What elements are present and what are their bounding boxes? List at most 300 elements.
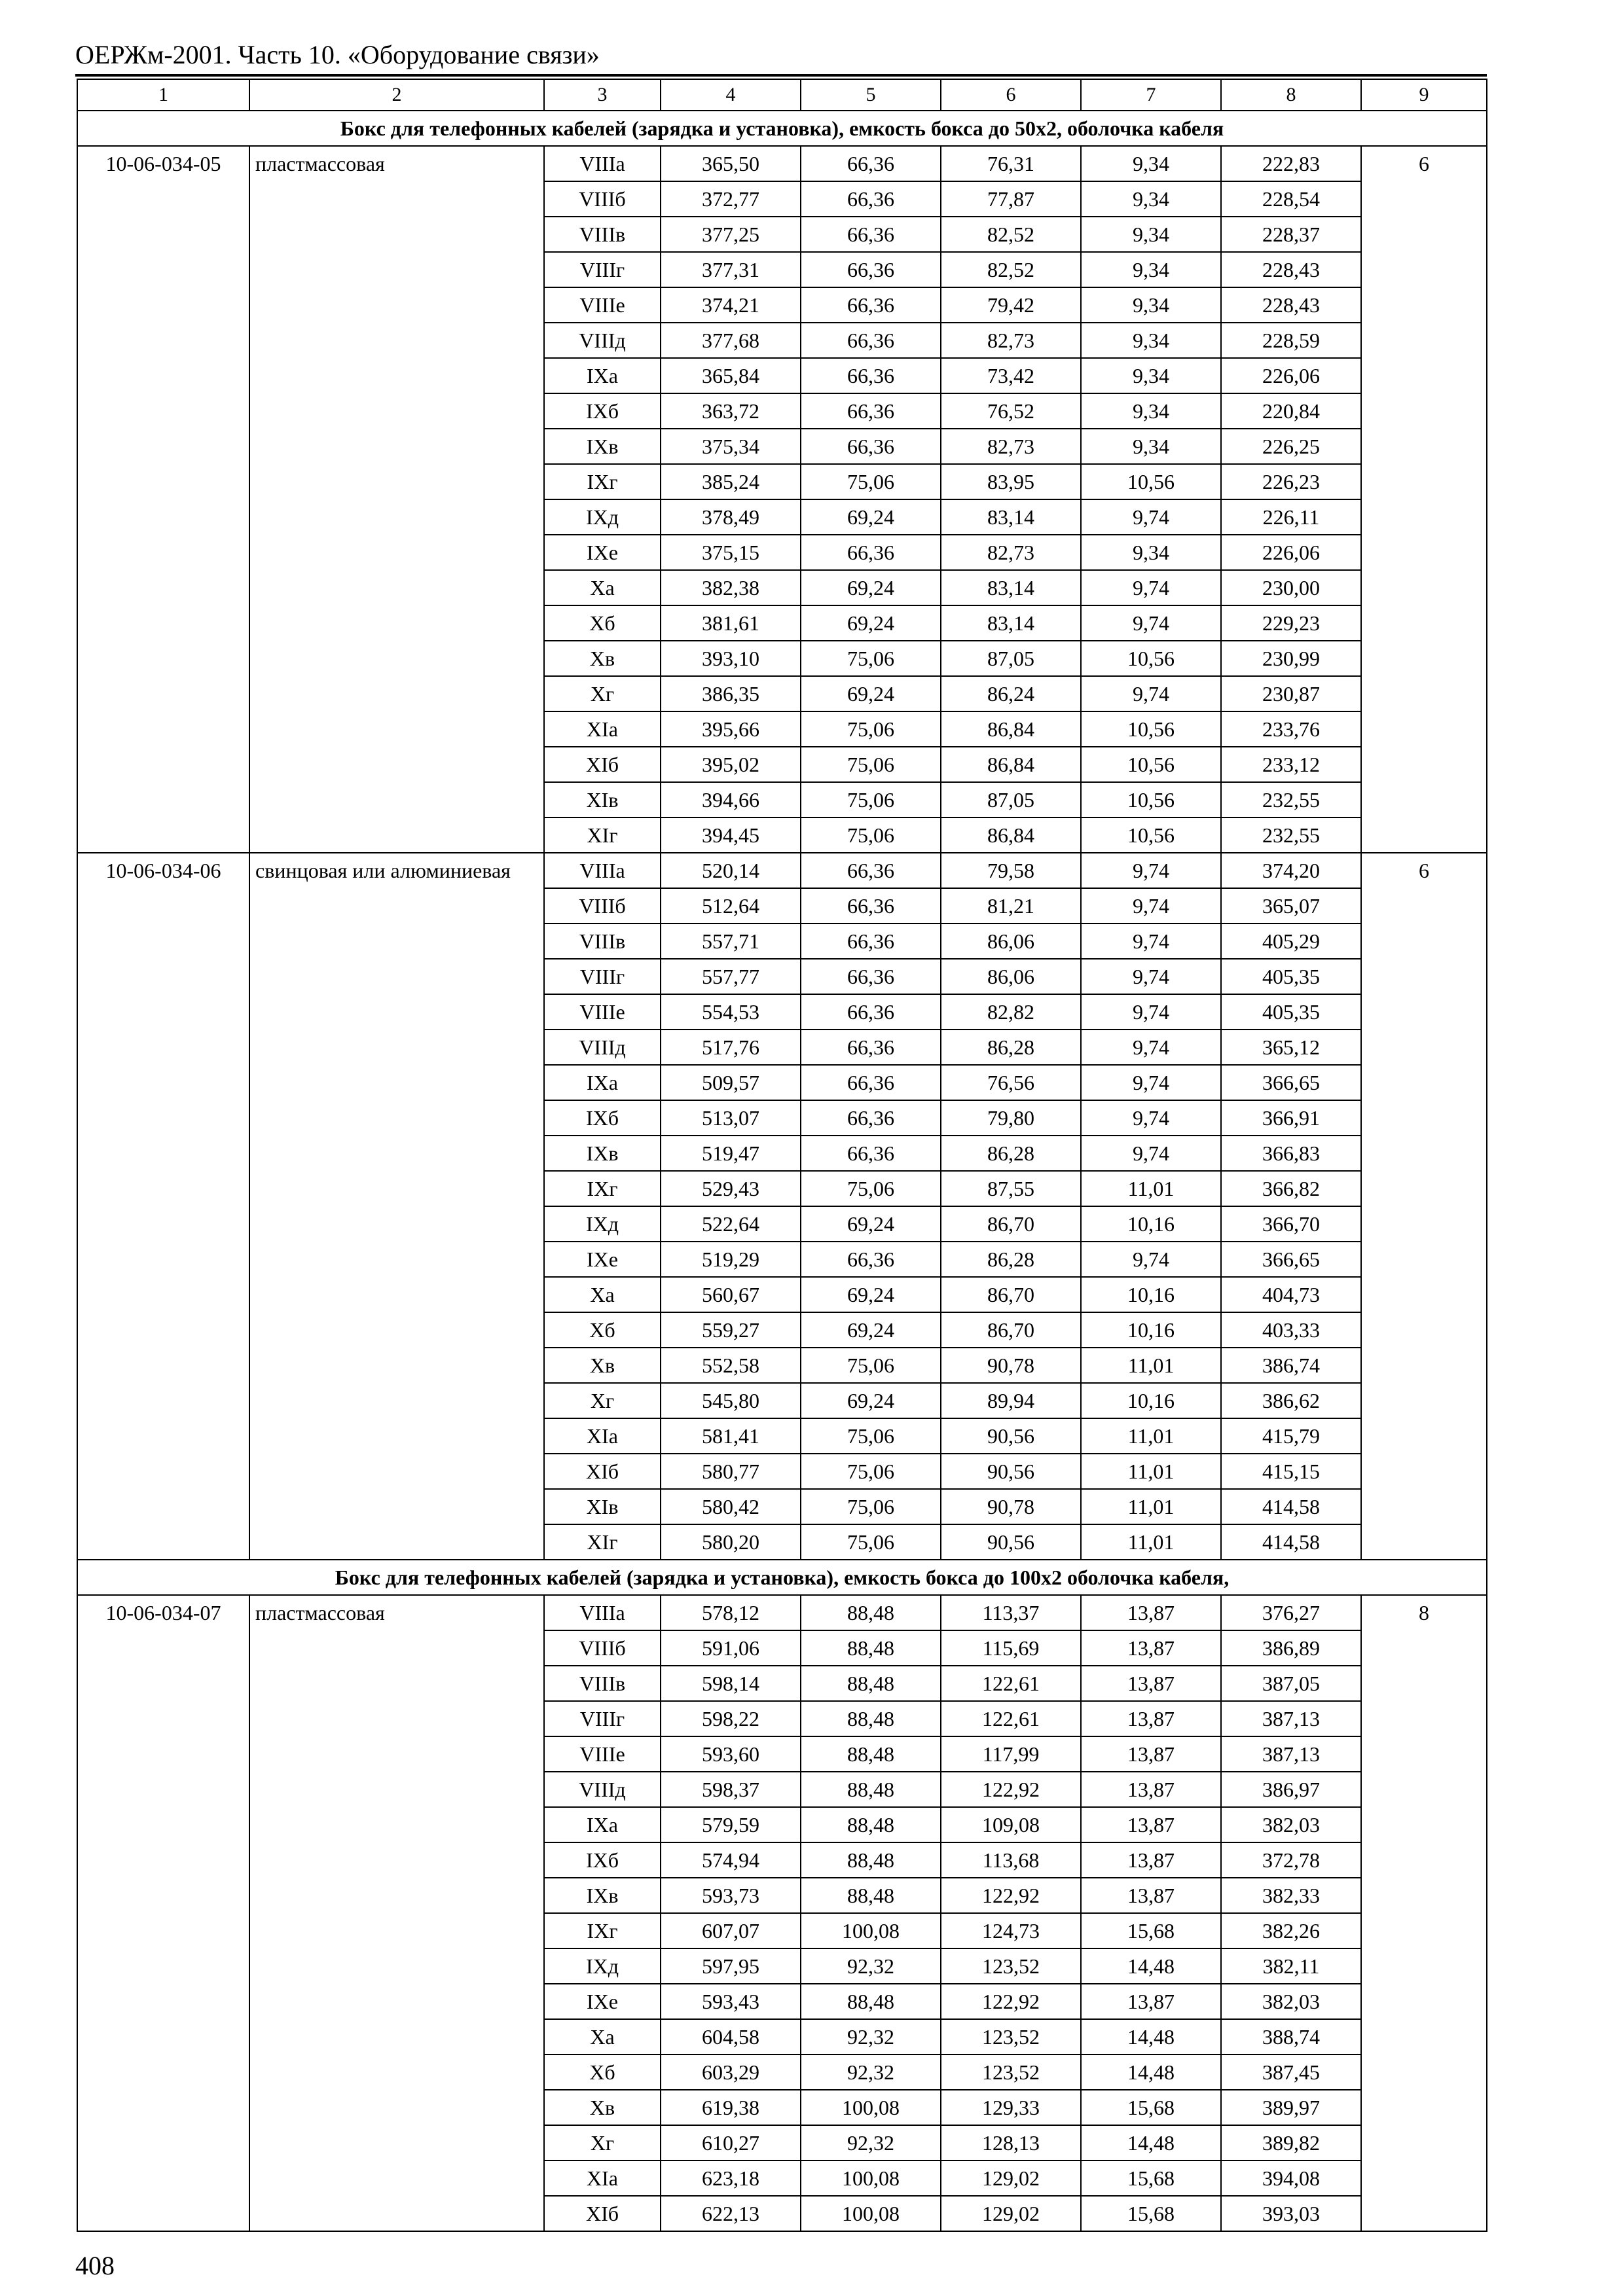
value-cell: 388,74	[1221, 2019, 1361, 2054]
value-cell: 86,28	[941, 1242, 1081, 1277]
value-cell: 9,74	[1081, 605, 1221, 641]
region-code: VIIIа	[544, 853, 661, 888]
value-cell: 366,70	[1221, 1206, 1361, 1242]
value-cell: 512,64	[661, 888, 801, 924]
value-cell: 13,87	[1081, 1630, 1221, 1666]
section-heading-row	[77, 1560, 1487, 1595]
column-number: 5	[801, 79, 941, 111]
value-cell: 375,15	[661, 535, 801, 570]
value-cell: 69,24	[801, 676, 941, 711]
value-cell: 79,42	[941, 287, 1081, 323]
value-cell: 9,34	[1081, 287, 1221, 323]
value-cell: 124,73	[941, 1913, 1081, 1948]
value-cell: 82,82	[941, 994, 1081, 1030]
value-cell: 378,49	[661, 499, 801, 535]
value-cell: 377,25	[661, 217, 801, 252]
value-cell: 122,92	[941, 1772, 1081, 1807]
value-cell: 230,87	[1221, 676, 1361, 711]
region-code: VIIIг	[544, 1701, 661, 1736]
value-cell: 10,56	[1081, 747, 1221, 782]
value-cell: 122,92	[941, 1984, 1081, 2019]
region-code: IXд	[544, 1206, 661, 1242]
value-cell: 100,08	[801, 1913, 941, 1948]
value-cell: 414,58	[1221, 1489, 1361, 1524]
region-code: VIIIг	[544, 959, 661, 994]
value-cell: 377,68	[661, 323, 801, 358]
region-code: VIIIе	[544, 994, 661, 1030]
value-cell: 129,33	[941, 2090, 1081, 2125]
value-cell: 228,43	[1221, 287, 1361, 323]
value-cell: 69,24	[801, 1383, 941, 1418]
value-cell: 86,70	[941, 1277, 1081, 1312]
value-cell: 414,58	[1221, 1524, 1361, 1560]
value-cell: 66,36	[801, 287, 941, 323]
value-cell: 9,34	[1081, 393, 1221, 429]
value-cell: 386,35	[661, 676, 801, 711]
value-cell: 66,36	[801, 853, 941, 888]
value-cell: 88,48	[801, 1842, 941, 1878]
value-cell: 232,55	[1221, 817, 1361, 853]
value-cell: 374,20	[1221, 853, 1361, 888]
sheath-type: пластмассовая	[249, 1595, 544, 2231]
value-cell: 610,27	[661, 2125, 801, 2161]
column9-value: 6	[1361, 146, 1487, 853]
value-cell: 88,48	[801, 1772, 941, 1807]
value-cell: 10,56	[1081, 782, 1221, 817]
value-cell: 88,48	[801, 1807, 941, 1842]
value-cell: 75,06	[801, 817, 941, 853]
region-code: Xв	[544, 2090, 661, 2125]
value-cell: 13,87	[1081, 1595, 1221, 1630]
table-row	[77, 853, 1487, 888]
value-cell: 123,52	[941, 2019, 1081, 2054]
region-code: Xб	[544, 605, 661, 641]
region-code: IXа	[544, 358, 661, 393]
value-cell: 10,56	[1081, 817, 1221, 853]
value-cell: 519,29	[661, 1242, 801, 1277]
value-cell: 9,74	[1081, 1030, 1221, 1065]
value-cell: 9,74	[1081, 1065, 1221, 1100]
value-cell: 387,05	[1221, 1666, 1361, 1701]
value-cell: 13,87	[1081, 1878, 1221, 1913]
value-cell: 372,78	[1221, 1842, 1361, 1878]
value-cell: 382,33	[1221, 1878, 1361, 1913]
value-cell: 81,21	[941, 888, 1081, 924]
column-number: 9	[1361, 79, 1487, 111]
value-cell: 75,06	[801, 782, 941, 817]
value-cell: 69,24	[801, 1206, 941, 1242]
value-cell: 66,36	[801, 535, 941, 570]
region-code: IXб	[544, 1842, 661, 1878]
value-cell: 14,48	[1081, 2054, 1221, 2090]
value-cell: 363,72	[661, 393, 801, 429]
value-cell: 228,54	[1221, 181, 1361, 217]
value-cell: 603,29	[661, 2054, 801, 2090]
value-cell: 117,99	[941, 1736, 1081, 1772]
value-cell: 86,28	[941, 1030, 1081, 1065]
section-heading: Бокс для телефонных кабелей (зарядка и установка), емкость бокса до 50х2, оболочка кабеля	[77, 111, 1487, 146]
region-code: IXд	[544, 1948, 661, 1984]
value-cell: 75,06	[801, 1171, 941, 1206]
column9-value: 8	[1361, 1595, 1487, 2231]
value-cell: 82,73	[941, 535, 1081, 570]
value-cell: 13,87	[1081, 1772, 1221, 1807]
value-cell: 386,74	[1221, 1348, 1361, 1383]
value-cell: 389,82	[1221, 2125, 1361, 2161]
value-cell: 9,74	[1081, 676, 1221, 711]
value-cell: 222,83	[1221, 146, 1361, 181]
region-code: VIIIд	[544, 1030, 661, 1065]
value-cell: 598,37	[661, 1772, 801, 1807]
value-cell: 90,56	[941, 1454, 1081, 1489]
region-code: VIIIа	[544, 146, 661, 181]
value-cell: 374,21	[661, 287, 801, 323]
value-cell: 66,36	[801, 252, 941, 287]
value-cell: 9,74	[1081, 570, 1221, 605]
value-cell: 226,06	[1221, 535, 1361, 570]
value-cell: 66,36	[801, 323, 941, 358]
region-code: IXд	[544, 499, 661, 535]
value-cell: 15,68	[1081, 2161, 1221, 2196]
value-cell: 232,55	[1221, 782, 1361, 817]
value-cell: 598,22	[661, 1701, 801, 1736]
value-cell: 66,36	[801, 358, 941, 393]
value-cell: 14,48	[1081, 1948, 1221, 1984]
value-cell: 14,48	[1081, 2019, 1221, 2054]
column-number-row	[77, 79, 1487, 111]
value-cell: 13,87	[1081, 1842, 1221, 1878]
value-cell: 404,73	[1221, 1277, 1361, 1312]
value-cell: 86,70	[941, 1206, 1081, 1242]
value-cell: 100,08	[801, 2161, 941, 2196]
value-cell: 13,87	[1081, 1807, 1221, 1842]
value-cell: 366,82	[1221, 1171, 1361, 1206]
value-cell: 557,77	[661, 959, 801, 994]
value-cell: 9,74	[1081, 888, 1221, 924]
value-cell: 86,24	[941, 676, 1081, 711]
value-cell: 113,37	[941, 1595, 1081, 1630]
column-number: 1	[77, 79, 249, 111]
value-cell: 580,42	[661, 1489, 801, 1524]
value-cell: 83,95	[941, 464, 1081, 499]
value-cell: 389,97	[1221, 2090, 1361, 2125]
value-cell: 593,60	[661, 1736, 801, 1772]
value-cell: 622,13	[661, 2196, 801, 2231]
sheath-type: пластмассовая	[249, 146, 544, 853]
region-code: XIа	[544, 711, 661, 747]
value-cell: 233,12	[1221, 747, 1361, 782]
value-cell: 79,80	[941, 1100, 1081, 1136]
value-cell: 377,31	[661, 252, 801, 287]
value-cell: 122,92	[941, 1878, 1081, 1913]
value-cell: 395,02	[661, 747, 801, 782]
value-cell: 66,36	[801, 888, 941, 924]
table-row	[77, 146, 1487, 181]
value-cell: 386,97	[1221, 1772, 1361, 1807]
column-number: 3	[544, 79, 661, 111]
region-code: VIIIб	[544, 888, 661, 924]
rate-code: 10-06-034-07	[77, 1595, 249, 2231]
column-number: 2	[249, 79, 544, 111]
value-cell: 10,16	[1081, 1312, 1221, 1348]
value-cell: 9,74	[1081, 1100, 1221, 1136]
region-code: IXа	[544, 1065, 661, 1100]
value-cell: 75,06	[801, 1348, 941, 1383]
value-cell: 79,58	[941, 853, 1081, 888]
value-cell: 92,32	[801, 2054, 941, 2090]
value-cell: 557,71	[661, 924, 801, 959]
value-cell: 220,84	[1221, 393, 1361, 429]
value-cell: 86,28	[941, 1136, 1081, 1171]
value-cell: 597,95	[661, 1948, 801, 1984]
value-cell: 122,61	[941, 1701, 1081, 1736]
region-code: XIа	[544, 2161, 661, 2196]
value-cell: 9,34	[1081, 146, 1221, 181]
value-cell: 66,36	[801, 994, 941, 1030]
value-cell: 513,07	[661, 1100, 801, 1136]
value-cell: 11,01	[1081, 1489, 1221, 1524]
value-cell: 66,36	[801, 146, 941, 181]
value-cell: 88,48	[801, 1878, 941, 1913]
value-cell: 66,36	[801, 217, 941, 252]
value-cell: 604,58	[661, 2019, 801, 2054]
value-cell: 233,76	[1221, 711, 1361, 747]
region-code: VIIIд	[544, 1772, 661, 1807]
region-code: VIIIа	[544, 1595, 661, 1630]
value-cell: 372,77	[661, 181, 801, 217]
value-cell: 366,83	[1221, 1136, 1361, 1171]
value-cell: 228,59	[1221, 323, 1361, 358]
value-cell: 9,34	[1081, 217, 1221, 252]
region-code: VIIIб	[544, 181, 661, 217]
region-code: IXг	[544, 464, 661, 499]
value-cell: 405,35	[1221, 959, 1361, 994]
region-code: Xг	[544, 2125, 661, 2161]
value-cell: 87,55	[941, 1171, 1081, 1206]
value-cell: 386,89	[1221, 1630, 1361, 1666]
value-cell: 123,52	[941, 2054, 1081, 2090]
value-cell: 394,45	[661, 817, 801, 853]
value-cell: 382,03	[1221, 1984, 1361, 2019]
value-cell: 66,36	[801, 181, 941, 217]
region-code: Xг	[544, 676, 661, 711]
region-code: XIв	[544, 1489, 661, 1524]
value-cell: 365,84	[661, 358, 801, 393]
value-cell: 228,37	[1221, 217, 1361, 252]
value-cell: 11,01	[1081, 1418, 1221, 1454]
region-code: VIIIв	[544, 924, 661, 959]
value-cell: 66,36	[801, 1030, 941, 1065]
value-cell: 90,78	[941, 1348, 1081, 1383]
value-cell: 83,14	[941, 570, 1081, 605]
value-cell: 87,05	[941, 782, 1081, 817]
value-cell: 395,66	[661, 711, 801, 747]
value-cell: 226,11	[1221, 499, 1361, 535]
value-cell: 393,03	[1221, 2196, 1361, 2231]
value-cell: 9,34	[1081, 181, 1221, 217]
value-cell: 86,06	[941, 959, 1081, 994]
value-cell: 75,06	[801, 1454, 941, 1489]
header-rule	[75, 74, 1487, 77]
value-cell: 75,06	[801, 747, 941, 782]
value-cell: 88,48	[801, 1666, 941, 1701]
value-cell: 560,67	[661, 1277, 801, 1312]
value-cell: 9,74	[1081, 1136, 1221, 1171]
value-cell: 9,74	[1081, 853, 1221, 888]
value-cell: 100,08	[801, 2196, 941, 2231]
region-code: Xв	[544, 641, 661, 676]
value-cell: 128,13	[941, 2125, 1081, 2161]
value-cell: 66,36	[801, 1136, 941, 1171]
region-code: Xв	[544, 1348, 661, 1383]
value-cell: 13,87	[1081, 1701, 1221, 1736]
value-cell: 529,43	[661, 1171, 801, 1206]
value-cell: 593,73	[661, 1878, 801, 1913]
value-cell: 75,06	[801, 641, 941, 676]
value-cell: 382,03	[1221, 1807, 1361, 1842]
value-cell: 66,36	[801, 959, 941, 994]
table-body	[77, 79, 1487, 2231]
value-cell: 129,02	[941, 2196, 1081, 2231]
region-code: Xг	[544, 1383, 661, 1418]
value-cell: 580,20	[661, 1524, 801, 1560]
value-cell: 394,08	[1221, 2161, 1361, 2196]
value-cell: 82,52	[941, 217, 1081, 252]
region-code: Xб	[544, 2054, 661, 2090]
value-cell: 76,56	[941, 1065, 1081, 1100]
value-cell: 10,16	[1081, 1206, 1221, 1242]
value-cell: 574,94	[661, 1842, 801, 1878]
value-cell: 578,12	[661, 1595, 801, 1630]
value-cell: 66,36	[801, 393, 941, 429]
value-cell: 579,59	[661, 1807, 801, 1842]
region-code: Xа	[544, 570, 661, 605]
value-cell: 113,68	[941, 1842, 1081, 1878]
value-cell: 76,31	[941, 146, 1081, 181]
value-cell: 366,91	[1221, 1100, 1361, 1136]
value-cell: 13,87	[1081, 1984, 1221, 2019]
region-code: VIIIе	[544, 1736, 661, 1772]
value-cell: 69,24	[801, 605, 941, 641]
value-cell: 9,74	[1081, 924, 1221, 959]
table-row	[77, 1595, 1487, 1630]
region-code: IXв	[544, 1136, 661, 1171]
value-cell: 517,76	[661, 1030, 801, 1065]
value-cell: 387,13	[1221, 1701, 1361, 1736]
value-cell: 623,18	[661, 2161, 801, 2196]
column-number: 4	[661, 79, 801, 111]
value-cell: 387,13	[1221, 1736, 1361, 1772]
value-cell: 9,74	[1081, 499, 1221, 535]
value-cell: 559,27	[661, 1312, 801, 1348]
region-code: IXа	[544, 1807, 661, 1842]
value-cell: 83,14	[941, 605, 1081, 641]
value-cell: 385,24	[661, 464, 801, 499]
region-code: IXв	[544, 429, 661, 464]
value-cell: 11,01	[1081, 1348, 1221, 1383]
value-cell: 92,32	[801, 2019, 941, 2054]
column-number: 6	[941, 79, 1081, 111]
value-cell: 129,02	[941, 2161, 1081, 2196]
value-cell: 9,74	[1081, 1242, 1221, 1277]
value-cell: 66,36	[801, 1100, 941, 1136]
value-cell: 69,24	[801, 570, 941, 605]
value-cell: 100,08	[801, 2090, 941, 2125]
value-cell: 403,33	[1221, 1312, 1361, 1348]
value-cell: 9,34	[1081, 535, 1221, 570]
value-cell: 519,47	[661, 1136, 801, 1171]
rate-code: 10-06-034-05	[77, 146, 249, 853]
value-cell: 75,06	[801, 464, 941, 499]
value-cell: 591,06	[661, 1630, 801, 1666]
region-code: Xа	[544, 2019, 661, 2054]
value-cell: 552,58	[661, 1348, 801, 1383]
value-cell: 230,99	[1221, 641, 1361, 676]
value-cell: 382,26	[1221, 1913, 1361, 1948]
section-heading-row	[77, 111, 1487, 146]
value-cell: 75,06	[801, 1524, 941, 1560]
value-cell: 415,15	[1221, 1454, 1361, 1489]
value-cell: 76,52	[941, 393, 1081, 429]
value-cell: 381,61	[661, 605, 801, 641]
region-code: Xб	[544, 1312, 661, 1348]
value-cell: 405,35	[1221, 994, 1361, 1030]
value-cell: 10,56	[1081, 464, 1221, 499]
value-cell: 66,36	[801, 924, 941, 959]
value-cell: 9,74	[1081, 994, 1221, 1030]
region-code: VIIIд	[544, 323, 661, 358]
value-cell: 82,73	[941, 323, 1081, 358]
value-cell: 382,38	[661, 570, 801, 605]
value-cell: 15,68	[1081, 2090, 1221, 2125]
region-code: XIг	[544, 1524, 661, 1560]
value-cell: 90,56	[941, 1418, 1081, 1454]
value-cell: 10,16	[1081, 1277, 1221, 1312]
value-cell: 15,68	[1081, 2196, 1221, 2231]
value-cell: 87,05	[941, 641, 1081, 676]
value-cell: 75,06	[801, 1418, 941, 1454]
section-heading: Бокс для телефонных кабелей (зарядка и установка), емкость бокса до 100х2 оболочка кабеля,	[77, 1560, 1487, 1595]
value-cell: 86,84	[941, 711, 1081, 747]
value-cell: 15,68	[1081, 1913, 1221, 1948]
value-cell: 89,94	[941, 1383, 1081, 1418]
value-cell: 229,23	[1221, 605, 1361, 641]
region-code: IXе	[544, 535, 661, 570]
region-code: VIIIб	[544, 1630, 661, 1666]
region-code: IXб	[544, 1100, 661, 1136]
value-cell: 226,25	[1221, 429, 1361, 464]
page-header: ОЕРЖм-2001. Часть 10. «Оборудование связи»	[75, 40, 600, 69]
value-cell: 86,06	[941, 924, 1081, 959]
region-code: VIIIв	[544, 217, 661, 252]
value-cell: 228,43	[1221, 252, 1361, 287]
value-cell: 69,24	[801, 499, 941, 535]
value-cell: 365,50	[661, 146, 801, 181]
region-code: IXб	[544, 393, 661, 429]
value-cell: 581,41	[661, 1418, 801, 1454]
rates-table	[77, 79, 1487, 2232]
value-cell: 88,48	[801, 1595, 941, 1630]
value-cell: 415,79	[1221, 1418, 1361, 1454]
value-cell: 88,48	[801, 1701, 941, 1736]
rate-code: 10-06-034-06	[77, 853, 249, 1560]
column-number: 8	[1221, 79, 1361, 111]
value-cell: 593,43	[661, 1984, 801, 2019]
value-cell: 11,01	[1081, 1524, 1221, 1560]
region-code: XIб	[544, 1454, 661, 1489]
value-cell: 226,23	[1221, 464, 1361, 499]
value-cell: 226,06	[1221, 358, 1361, 393]
